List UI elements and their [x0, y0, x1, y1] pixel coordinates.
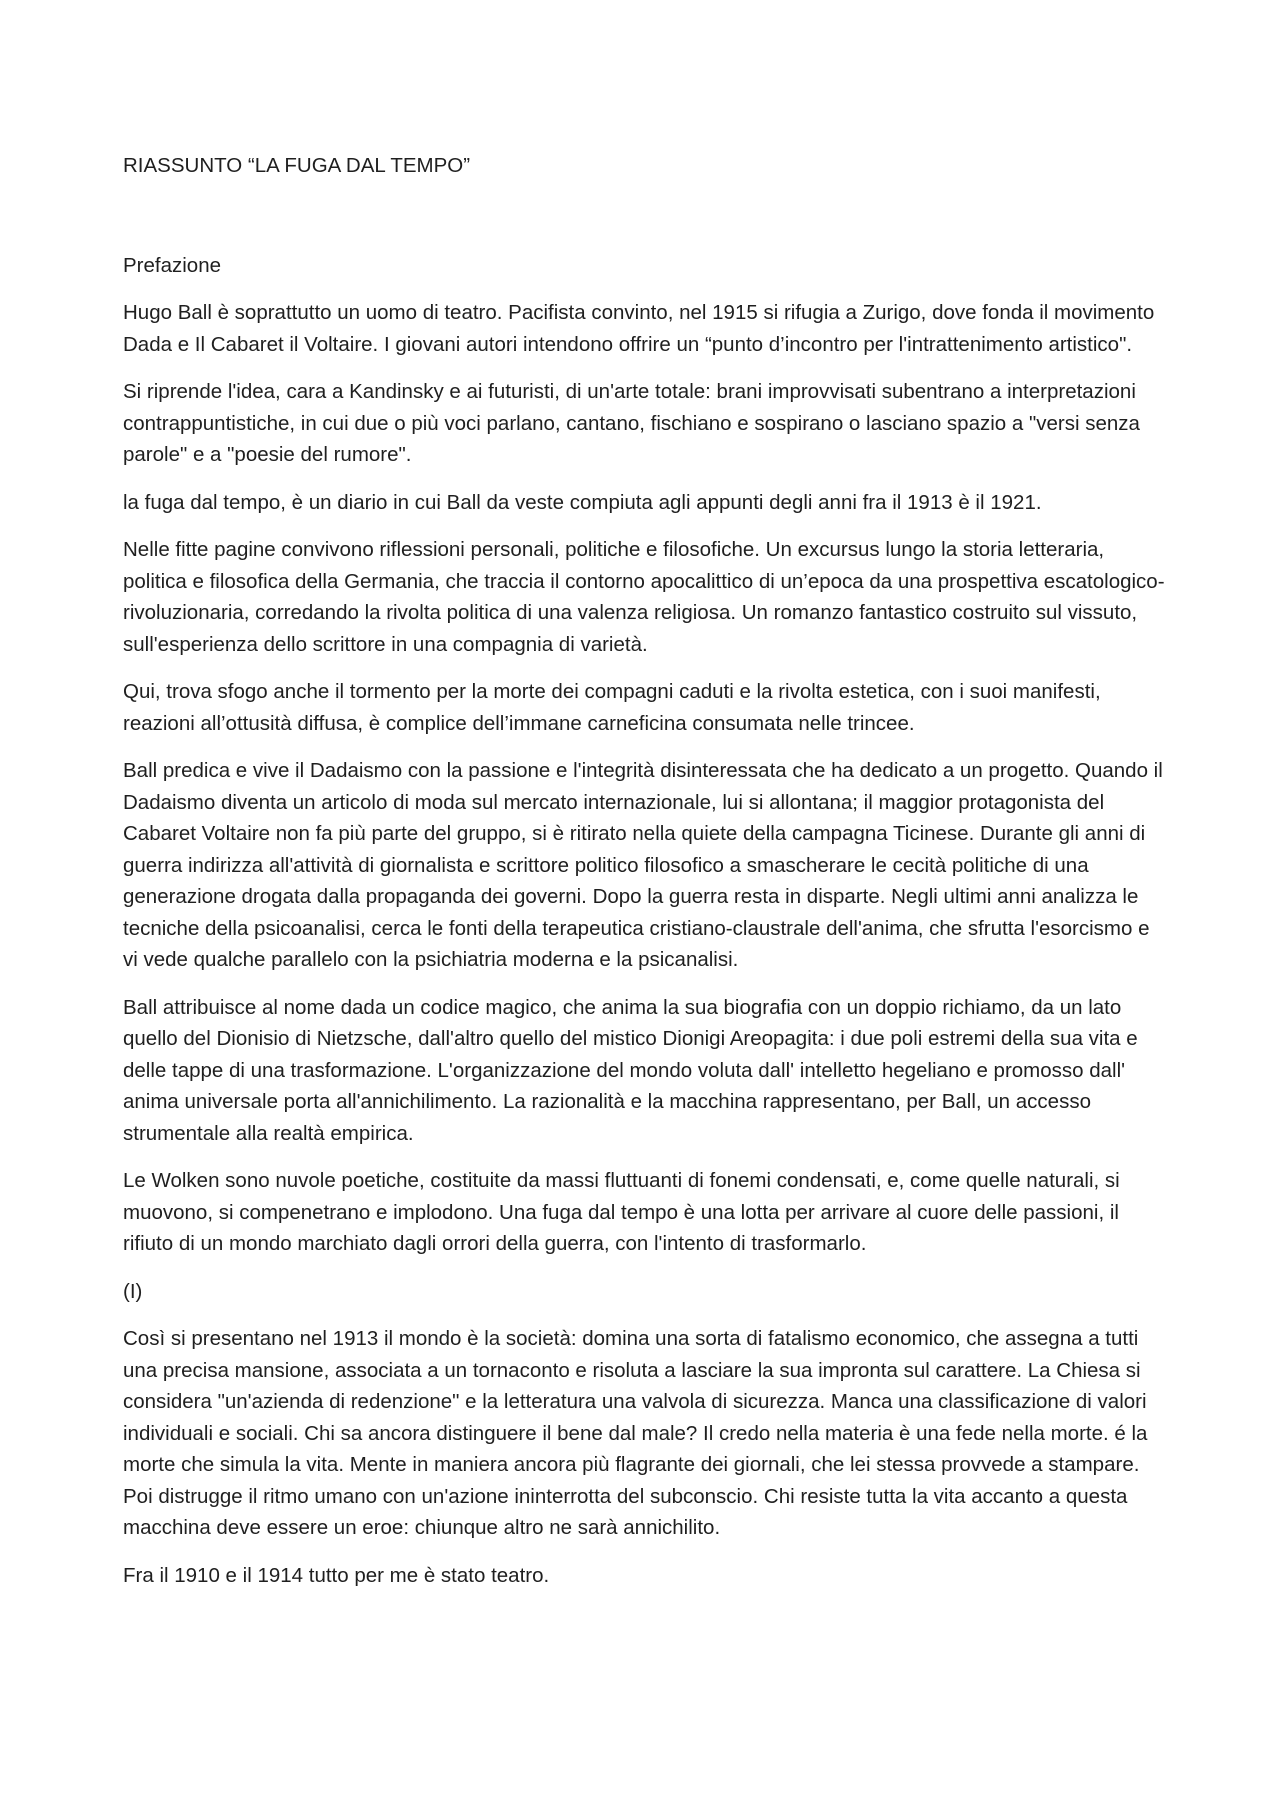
document-body — [123, 150, 1168, 1591]
paragraph: la fuga dal tempo, è un diario in cui Ball da veste compiuta agli appunti degli anni fra il 1913 è il 1921. — [123, 490, 1042, 514]
paragraph: Ball attribuisce al nome dada un codice magico, che anima la sua biografia con un doppio richiamo, da un lato quello del Dionisio di Nietzsche, dall'altro quello del mistico Dionigi Areopagita: i due poli estremi della sua vita e delle tappe di una trasformazione. L'organizzazione del mondo voluta dall' intelletto hegeliano e promosso dall' anima universale porta all'annichilimento. La razionalità e la macchina rappresentano, per Ball, un accesso strumentale alla realtà empirica. — [123, 995, 1138, 1145]
document-title: RIASSUNTO “LA FUGA DAL TEMPO” — [123, 154, 471, 177]
section-heading: Prefazione — [123, 253, 222, 277]
paragraph: Si riprende l'idea, cara a Kandinsky e ai futuristi, di un'arte totale: brani improvvisati subentrano a interpretazioni contrappuntistiche, in cui due o più voci parlano, cantano, fischiano e sospirano o lasciano spazio a "versi senza parole" e a "poesie del rumore". — [123, 380, 1140, 466]
paragraph: Così si presentano nel 1913 il mondo è la società: domina una sorta di fatalismo economico, che assegna a tutti una precisa mansione, associata a un tornaconto e risoluta a lasciare la sua impronta sul carattere. La Chiesa si considera "un'azienda di redenzione" e la letteratura una valvola di sicurezza. Manca una classificazione di valori individuali e sociali. Chi sa ancora distinguere il bene dal male? Il credo nella materia è una fede nella morte. é la morte che simula la vita. Mente in maniera ancora più flagrante dei giornali, che lei stessa provvede a stampare. Poi distrugge il ritmo umano con un'azione ininterrotta del subconscio. Chi resiste tutta la vita accanto a questa macchina deve essere un eroe: chiunque altro ne sarà annichilito. — [123, 1327, 1148, 1539]
paragraph: Le Wolken sono nuvole poetiche, costituite da massi fluttuanti di fonemi condensati, e, come quelle naturali, si muovono, si compenetrano e implodono. Una fuga dal tempo è una lotta per arrivare al cuore delle passioni, il rifiuto di un mondo marchiato dagli orrori della guerra, con l'intento di trasformarlo. — [123, 1169, 1120, 1255]
paragraph: Hugo Ball è soprattutto un uomo di teatro. Pacifista convinto, nel 1915 si rifugia a Zurigo, dove fonda il movimento Dada e Il Cabaret il Voltaire. I giovani autori intendono offrire un “punto d’incontro per l'intrattenimento artistico". — [123, 301, 1155, 356]
paragraph: Fra il 1910 e il 1914 tutto per me è stato teatro. — [123, 1563, 550, 1587]
paragraph: Nelle fitte pagine convivono riflessioni personali, politiche e filosofiche. Un excursus lungo la storia letteraria, politica e filosofica della Germania, che traccia il contorno apocalittico di un’epoca da una prospettiva escatologico-rivoluzionaria, corredando la rivolta politica di una valenza religiosa. Un romanzo fantastico costruito sul vissuto, sull'esperienza dello scrittore in una compagnia di varietà. — [123, 538, 1165, 656]
paragraph: Qui, trova sfogo anche il tormento per la morte dei compagni caduti e la rivolta estetica, con i suoi manifesti, reazioni all’ottusità diffusa, è complice dell’immane carneficina consumata nelle trincee. — [123, 680, 1101, 735]
paragraph: Ball predica e vive il Dadaismo con la passione e l'integrità disinteressata che ha dedicato a un progetto. Quando il Dadaismo diventa un articolo di moda sul mercato internazionale, lui si allontana; il maggior protagonista del Cabaret Voltaire non fa più parte del gruppo, si è ritirato nella quiete della campagna Ticinese. Durante gli anni di guerra indirizza all'attività di giornalista e scrittore politico filosofico a smascherare le cecità politiche di una generazione drogata dalla propaganda dei governi. Dopo la guerra resta in disparte. Negli ultimi anni analizza le tecniche della psicoanalisi, cerca le fonti della terapeutica cristiano-claustrale dell'anima, che sfrutta l'esorcismo e vi vede qualche parallelo con la psichiatria moderna e la psicanalisi. — [123, 759, 1163, 971]
chapter-marker: (I) — [123, 1279, 143, 1303]
